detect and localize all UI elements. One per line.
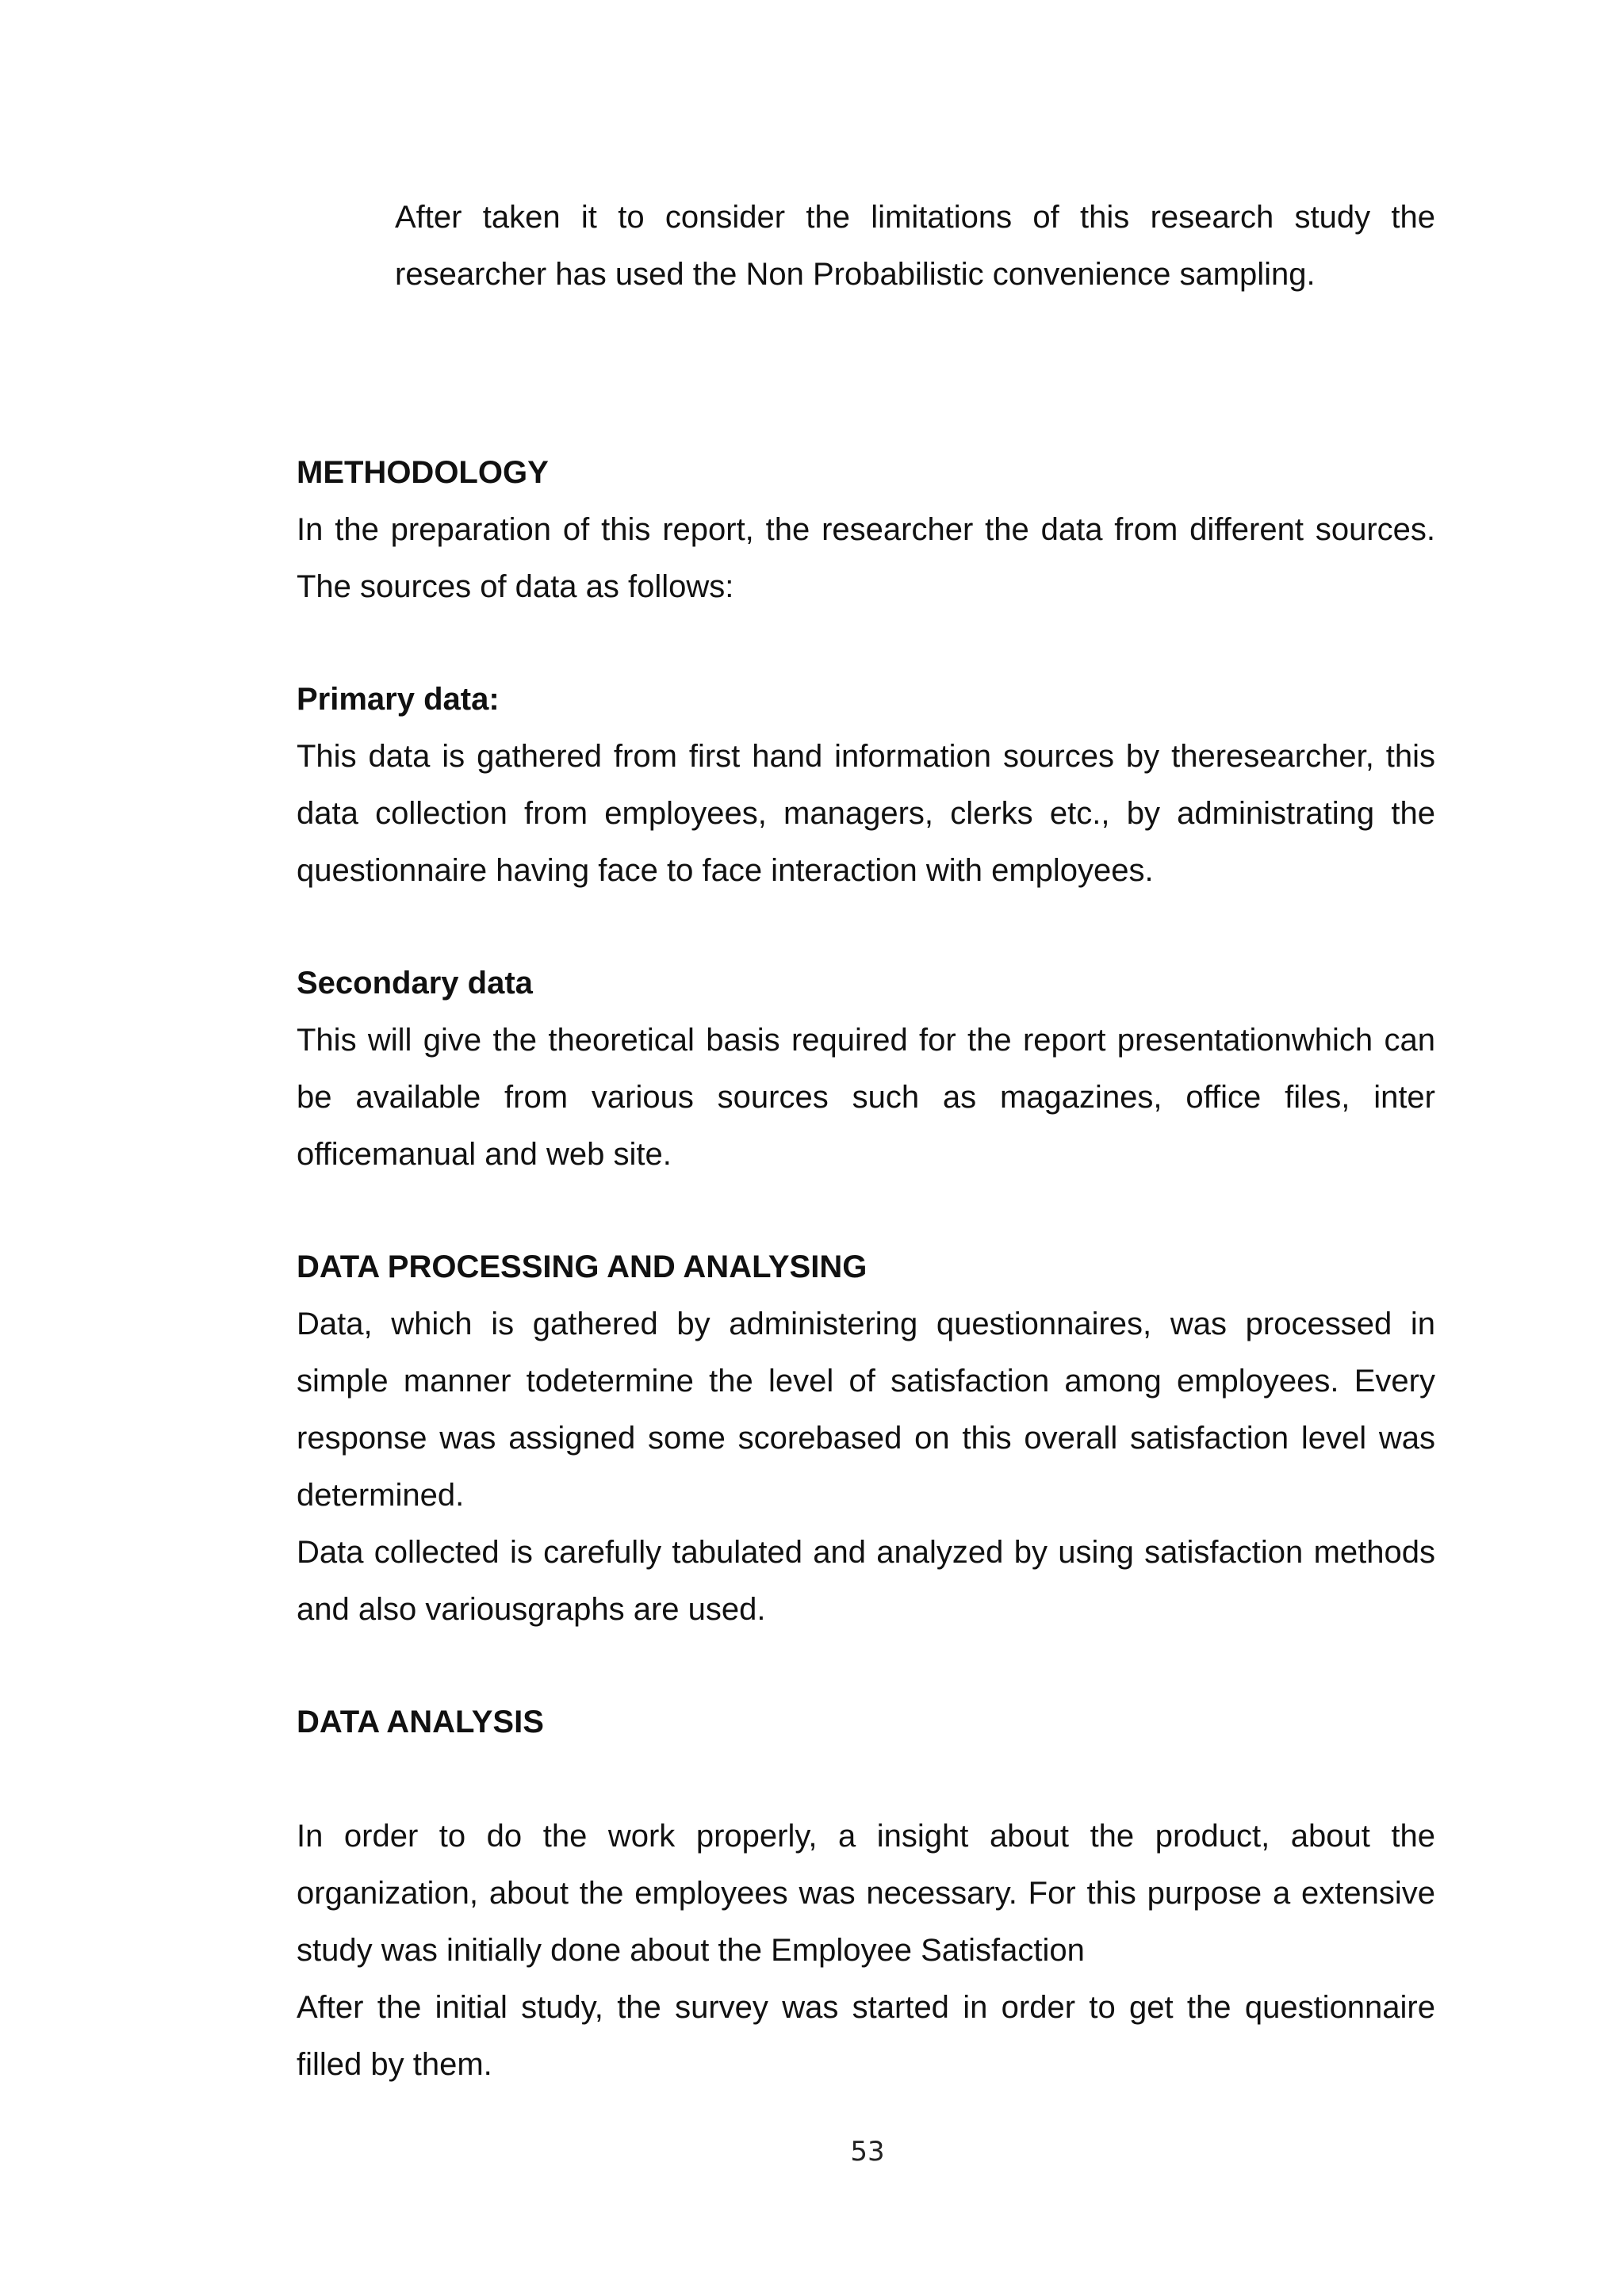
primary-data-heading: Primary data: bbox=[297, 682, 500, 717]
data-analysis-paragraph-2: After the initial study, the survey was started in order to get the questionnaire filled by them. bbox=[297, 1990, 1435, 2082]
spacer bbox=[297, 615, 1435, 671]
data-analysis-heading: DATA ANALYSIS bbox=[297, 1705, 544, 1739]
spacer bbox=[297, 303, 1435, 444]
intro-paragraph: After taken it to consider the limitations of this research study the researcher has used the Non Probabilistic convenience sampling. bbox=[395, 200, 1435, 292]
page-number: 53 bbox=[850, 2136, 885, 2168]
methodology-paragraph: In the preparation of this report, the researcher the data from different sources. The sources of data as follows: bbox=[297, 512, 1435, 604]
methodology-heading: METHODOLOGY bbox=[297, 455, 549, 490]
secondary-data-heading: Secondary data bbox=[297, 966, 533, 1001]
secondary-data-paragraph: This will give the theoretical basis required for the report presentationwhich can be available from various sources such as magazines, office files, inter officemanual and web site. bbox=[297, 1023, 1435, 1172]
spacer bbox=[297, 899, 1435, 955]
page-content bbox=[297, 189, 1435, 2093]
spacer bbox=[297, 1183, 1435, 1238]
spacer bbox=[297, 1638, 1435, 1693]
data-processing-heading: DATA PROCESSING AND ANALYSING bbox=[297, 1249, 868, 1284]
data-processing-paragraph-1: Data, which is gathered by administering questionnaires, was processed in simple manner todetermine the level of satisfaction among employees. Every response was assigned some scorebased on this overall satisfaction level was determined. bbox=[297, 1307, 1435, 1513]
data-analysis-paragraph-1: In order to do the work properly, a insight about the product, about the organization, about the employees was necessary. For this purpose a extensive study was initially done about the Employee Satisfaction bbox=[297, 1819, 1435, 1968]
primary-data-paragraph: This data is gathered from first hand information sources by theresearcher, this data collection from employees, managers, clerks etc., by administrating the questionnaire having face to face interaction with employees. bbox=[297, 739, 1435, 888]
spacer bbox=[297, 1751, 1435, 1808]
data-processing-paragraph-2: Data collected is carefully tabulated and analyzed by using satisfaction methods and also variousgraphs are used. bbox=[297, 1535, 1435, 1627]
